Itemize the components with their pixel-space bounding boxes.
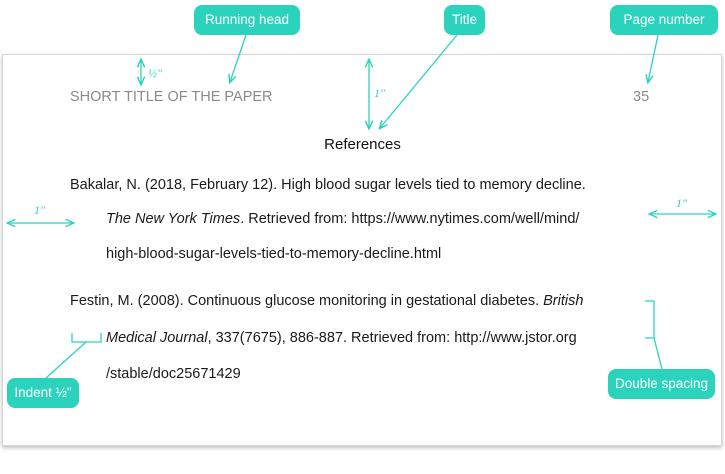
one-inch-right-label: 1"	[676, 196, 688, 210]
reference-1-line-3: high-blood-sugar-levels-tied-to-memory-decline.html	[106, 246, 442, 262]
references-title: References	[324, 136, 401, 153]
reference-1-line-2	[106, 211, 579, 227]
reference-1-retrieval: . Retrieved from: https://www.nytimes.com/well/mind/	[240, 211, 580, 227]
reference-2-source-end: Medical Journal	[106, 330, 208, 346]
double-spacing-callout: Double spacing	[608, 369, 715, 399]
half-inch-top-label: ½"	[148, 66, 163, 80]
page-number-callout: Page number	[610, 5, 718, 35]
running-head-callout: Running head	[194, 5, 300, 35]
reference-2-line-3: /stable/doc25671429	[106, 366, 241, 382]
reference-2-citation: Festin, M. (2008). Continuous glucose monitoring in gestational diabetes.	[70, 293, 544, 309]
one-inch-left-label: 1"	[34, 203, 46, 217]
one-inch-top-label: 1"	[374, 86, 386, 100]
reference-1-source: The New York Times	[106, 211, 241, 227]
running-head-text: SHORT TITLE OF THE PAPER	[70, 89, 273, 105]
reference-2-line-2	[106, 330, 577, 346]
title-callout: Title	[444, 5, 485, 35]
reference-1-line-1: Bakalar, N. (2018, February 12). High blood sugar levels tied to memory decline.	[70, 177, 586, 193]
reference-2-retrieval: , 337(7675), 886-887. Retrieved from: http://www.jstor.org	[207, 330, 577, 346]
reference-2-line-1	[70, 293, 583, 309]
indent-callout: Indent ½"	[7, 378, 79, 408]
reference-2-source-start: British	[543, 293, 584, 309]
page-number-text: 35	[633, 89, 650, 105]
